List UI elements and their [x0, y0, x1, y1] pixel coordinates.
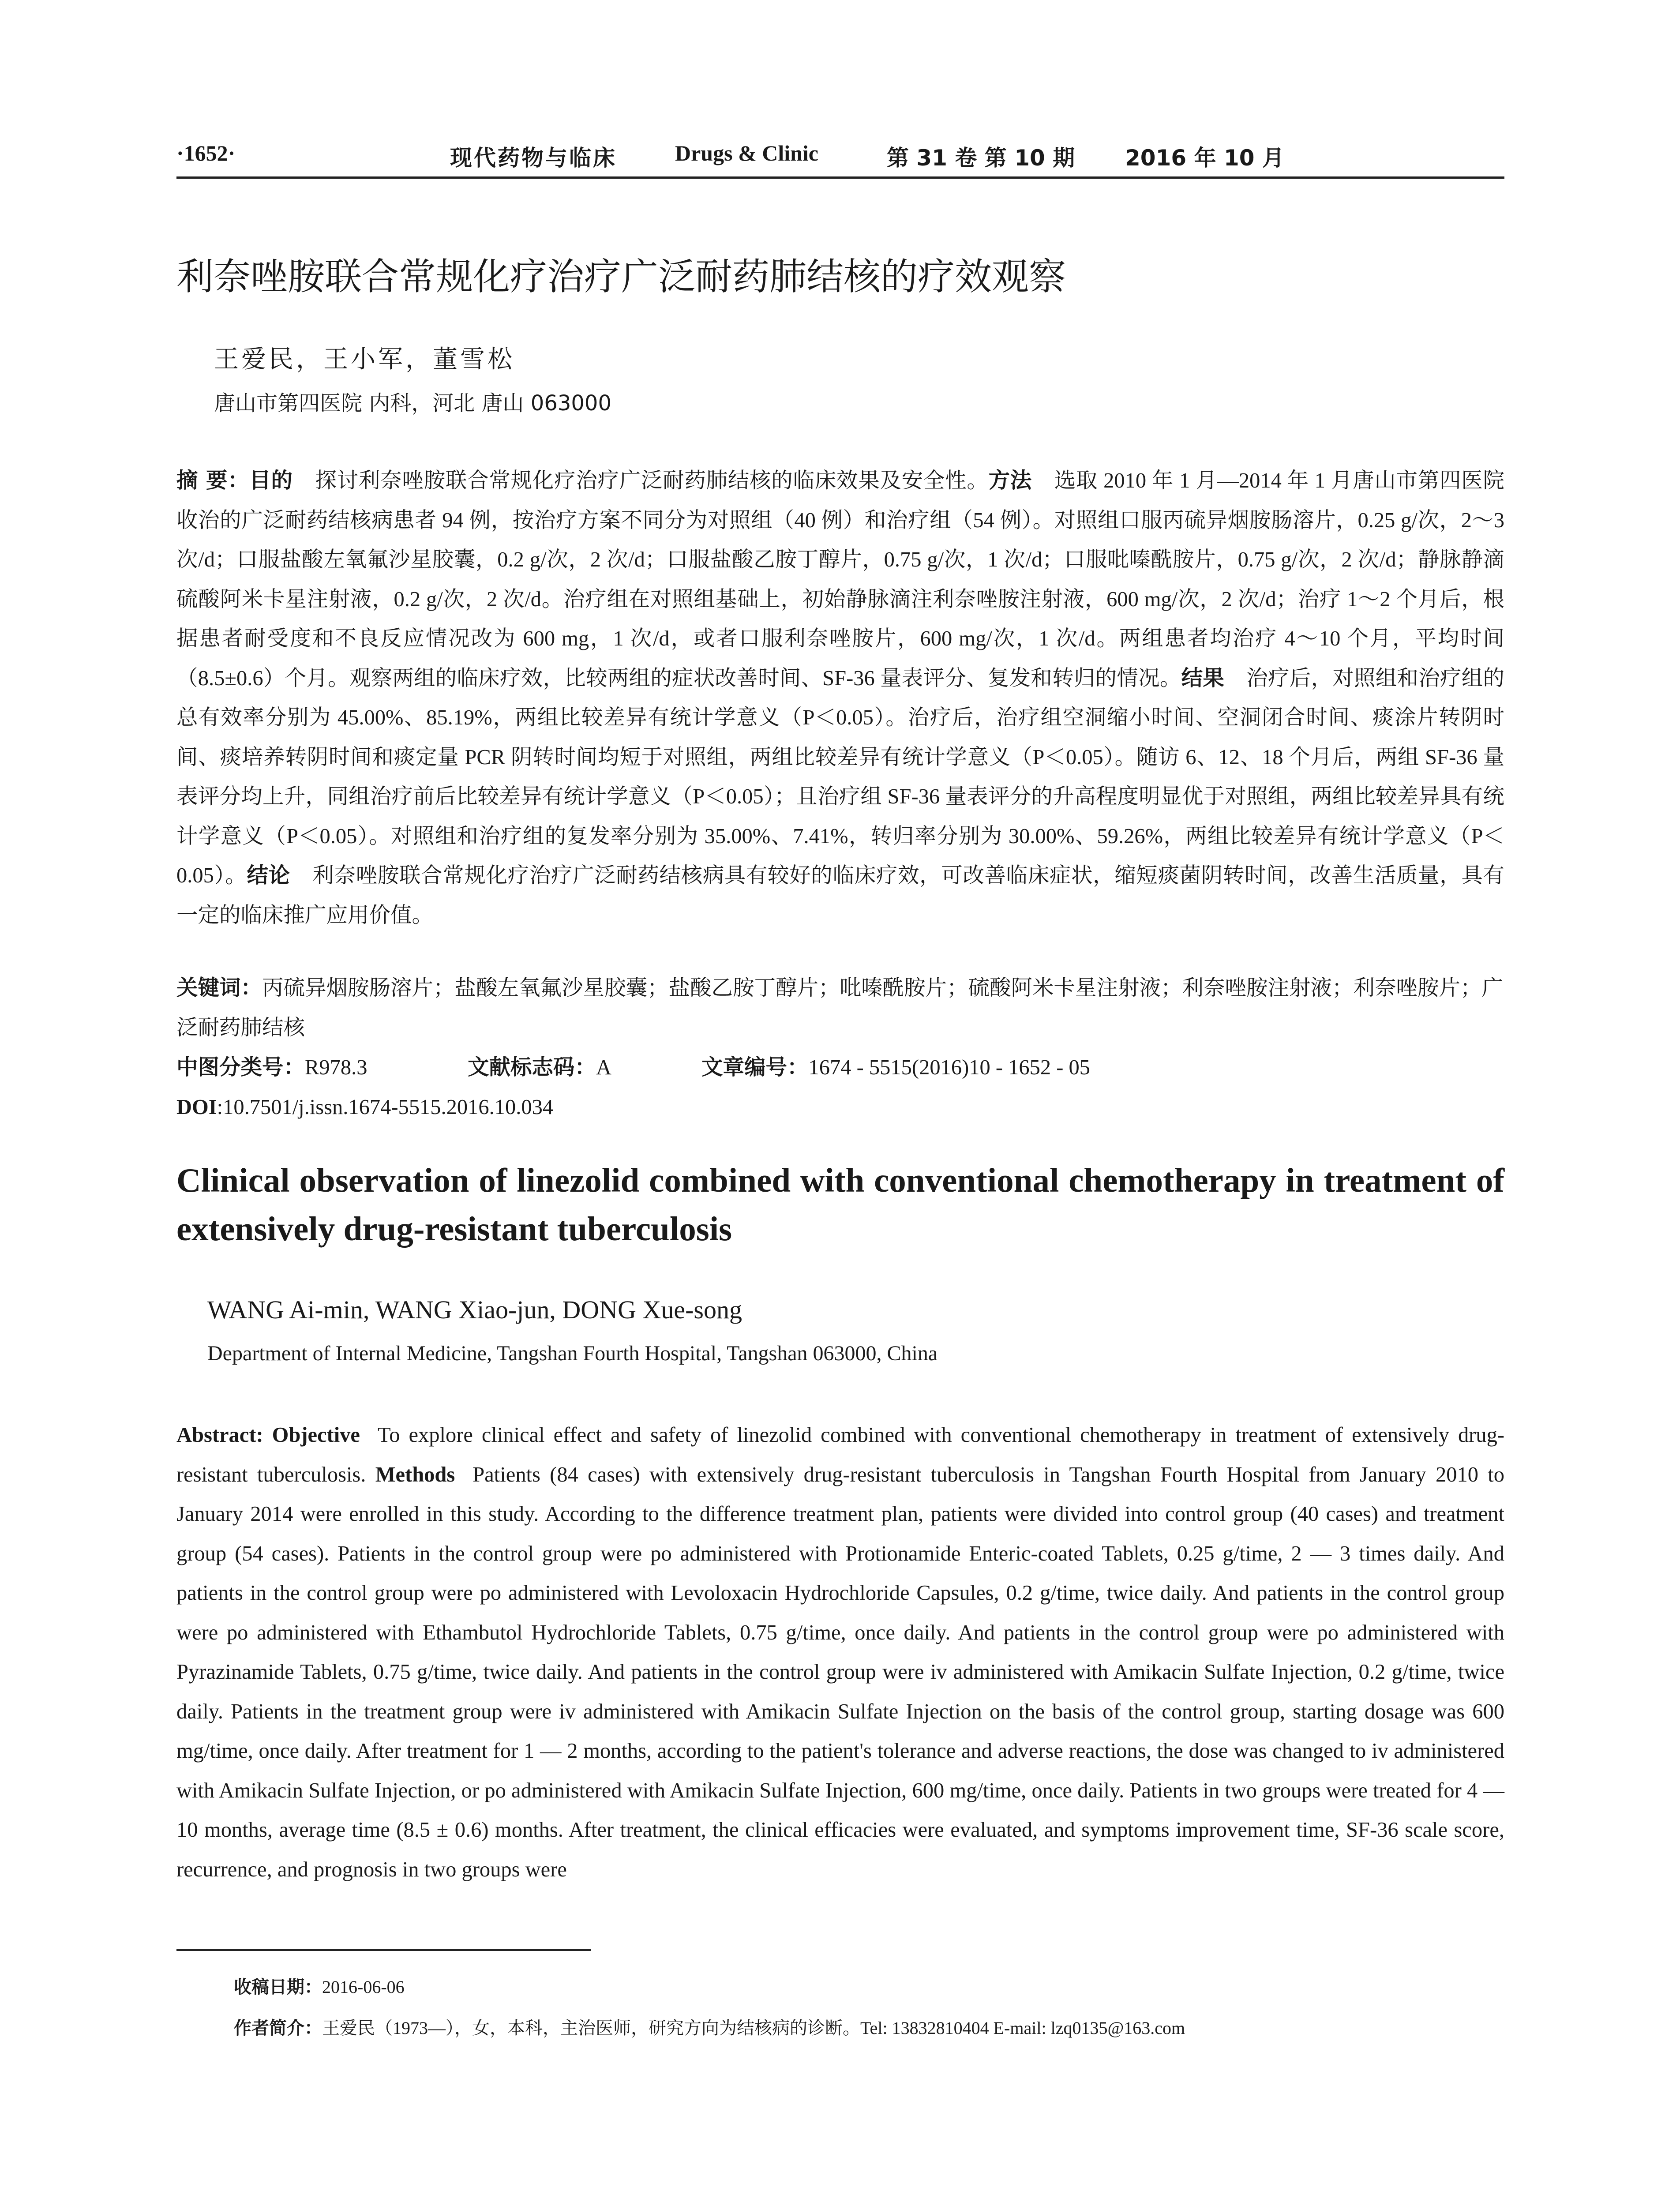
- author-bio-text: 王爱民（1973—），女，本科，主治医师，研究方向为结核病的诊断。Tel: 13832810404 E-mail: lzq0135@163.com: [322, 2018, 1185, 2038]
- conclusion-label-cn: 结论: [247, 863, 290, 888]
- abstract-label-cn: 摘 要：: [176, 468, 250, 493]
- footnote-author: [234, 2014, 1185, 2039]
- authors-cn: 王爱民，王小军，董雪松: [214, 345, 515, 374]
- abstract-cn: [176, 461, 1504, 935]
- methods-text-cn: 选取 2010 年 1 月—2014 年 1 月唐山市第四医院收治的广泛耐药结核病患者 94 例，按治疗方案不同分为对照组（40 例）和治疗组（54 例）。对照组口服丙硫异烟胺肠溶片，0.25 g/次，2～3 次/d；口服盐酸左氧氟沙星胶囊，0.2 g/次，2 次/d；口服盐酸乙胺丁醇片，0.75 g/次，1 次/d；口服吡嗪酰胺片，0.75 g/次，2 次/d；静脉静滴硫酸阿米卡星注射液，0.2 g/次，2 次/d。治疗组在对照组基础上，初始静脉滴注利奈唑胺注射液，600 mg/次，2 次/d；治疗 1～2 个月后，根据患者耐受度和不良反应情况改为 600 mg，1 次/d，或者口服利奈唑胺片，600 mg/次，1 次/d。两组患者均治疗 4～10 个月，平均时间（8.5±0.6）个月。观察两组的临床疗效，比较两组的症状改善时间、SF-36 量表评分、复发和转归的情况。: [176, 469, 1504, 690]
- abstract-label-en: Abstract:: [176, 1423, 263, 1447]
- affiliation-en: Department of Internal Medicine, Tangshan Fourth Hospital, Tangshan 063000, China: [207, 1342, 938, 1365]
- doc-code-value: A: [596, 1056, 612, 1079]
- footnote-rule: [176, 1949, 591, 1951]
- results-text-cn: 治疗后，对照组和治疗组的总有效率分别为 45.00%、85.19%，两组比较差异有统计学意义（P＜0.05）。治疗后，治疗组空洞缩小时间、空洞闭合时间、痰涂片转阴时间、痰培养转阴时间和痰定量 PCR 阴转时间均短于对照组，两组比较差异有统计学意义（P＜0.05）。随访 6、12、18 个月后，两组 SF-36 量表评分均上升，同组治疗前后比较差异有统计学意义（P＜0.05）；且治疗组 SF-36 量表评分的升高程度明显优于对照组，两组比较差异具有统计学意义（P＜0.05）。对照组和治疗组的复发率分别为 35.00%、7.41%，转归率分别为 30.00%、59.26%，两组比较差异有统计学意义（P＜0.05）。: [176, 666, 1504, 887]
- doi-line: [176, 1088, 1504, 1127]
- title-cn: 利奈唑胺联合常规化疗治疗广泛耐药肺结核的疗效观察: [176, 255, 1066, 298]
- abstract-en: [176, 1415, 1504, 1889]
- classification-line: [176, 1048, 1504, 1088]
- keywords-text: 丙硫异烟胺肠溶片；盐酸左氧氟沙星胶囊；盐酸乙胺丁醇片；吡嗪酰胺片；硫酸阿米卡星注射液；利奈唑胺注射液；利奈唑胺片；广泛耐药肺结核: [176, 976, 1504, 1039]
- methods-label-cn: 方法: [988, 468, 1032, 493]
- running-header: [176, 140, 1504, 173]
- journal-name-cn: 现代药物与临床: [450, 145, 617, 171]
- author-bio-label: 作者简介：: [234, 2018, 322, 2038]
- doc-code-label: 文献标志码：: [468, 1055, 596, 1080]
- objective-label-cn: 目的: [249, 468, 293, 493]
- footnote-received: [234, 1973, 405, 1998]
- clc-value: R978.3: [305, 1056, 368, 1079]
- objective-text-cn: 探讨利奈唑胺联合常规化疗治疗广泛耐药肺结核的临床效果及安全性。: [315, 469, 989, 492]
- results-label-cn: 结果: [1181, 665, 1225, 690]
- keywords-label: 关键词：: [176, 975, 262, 1000]
- article-page: [176, 0, 1504, 2206]
- objective-text-en: To explore clinical effect and safety of linezolid combined with conventional chemotherapy in treatment of extensively drug-resistant tuberculosis.: [176, 1423, 1505, 1486]
- journal-name-en: Drugs & Clinic: [675, 141, 818, 165]
- journal-date: 2016 年 10 月: [1125, 145, 1284, 171]
- authors-en: WANG Ai-min, WANG Xiao-jun, DONG Xue-song: [207, 1295, 742, 1324]
- article-no-label: 文章编号：: [701, 1055, 809, 1080]
- page-number: ·1652·: [176, 141, 236, 165]
- conclusion-text-cn: 利奈唑胺联合常规化疗治疗广泛耐药结核病具有较好的临床疗效，可改善临床症状，缩短痰菌阴转时间，改善生活质量，具有一定的临床推广应用价值。: [176, 864, 1504, 927]
- received-label: 收稿日期：: [234, 1977, 322, 1997]
- objective-label-en: Objective: [272, 1423, 360, 1447]
- received-date: 2016-06-06: [322, 1977, 405, 1997]
- title-en: Clinical observation of linezolid combined with conventional chemotherapy in treatment of extensively drug-resistant tuberculosis: [176, 1161, 1504, 1248]
- header-rule: [176, 176, 1504, 179]
- doi-value: :10.7501/j.issn.1674-5515.2016.10.034: [217, 1095, 554, 1119]
- article-no-value: 1674 - 5515(2016)10 - 1652 - 05: [808, 1056, 1091, 1079]
- journal-issue: 第 31 卷 第 10 期: [887, 145, 1075, 171]
- methods-label-en: Methods: [375, 1463, 455, 1486]
- methods-text-en: Patients (84 cases) with extensively drug-resistant tuberculosis in Tangshan Fourth Hospital from January 2010 to January 2014 were enrolled in this study. According to the difference treatment plan, patients were divided into control group (40 cases) and treatment group (54 cases). Patients in the control group were po administered with Protionamide Enteric-coated Tablets, 0.25 g/time, 2 — 3 times daily. And patients in the control group were po administered with Levoloxacin Hydrochloride Capsules, 0.2 g/time, twice daily. And patients in the control group were po administered with Ethambutol Hydrochloride Tablets, 0.75 g/time, once daily. And patients in the control group were po administered with Pyrazinamide Tablets, 0.75 g/time, twice daily. And patients in the control group were iv administered with Amikacin Sulfate Injection, 0.2 g/time, twice daily. Patients in the treatment group were iv administered with Amikacin Sulfate Injection on the basis of the control group, starting dosage was 600 mg/time, once daily. After treatment for 1 — 2 months, according to the patient's tolerance and adverse reactions, the dose was changed to iv administered with Amikacin Sulfate Injection, or po administered with Amikacin Sulfate Injection, 600 mg/time, once daily. Patients in two groups were treated for 4 — 10 months, average time (8.5 ± 0.6) months. After treatment, the clinical efficacies were evaluated, and symptoms improvement time, SF-36 scale score, recurrence, and prognosis in two groups were: [176, 1463, 1504, 1881]
- clc-label: 中图分类号：: [176, 1055, 305, 1080]
- affiliation-cn: 唐山市第四医院 内科，河北 唐山 063000: [214, 391, 612, 416]
- doi-label: DOI: [176, 1095, 217, 1119]
- keywords-cn: [176, 968, 1504, 1047]
